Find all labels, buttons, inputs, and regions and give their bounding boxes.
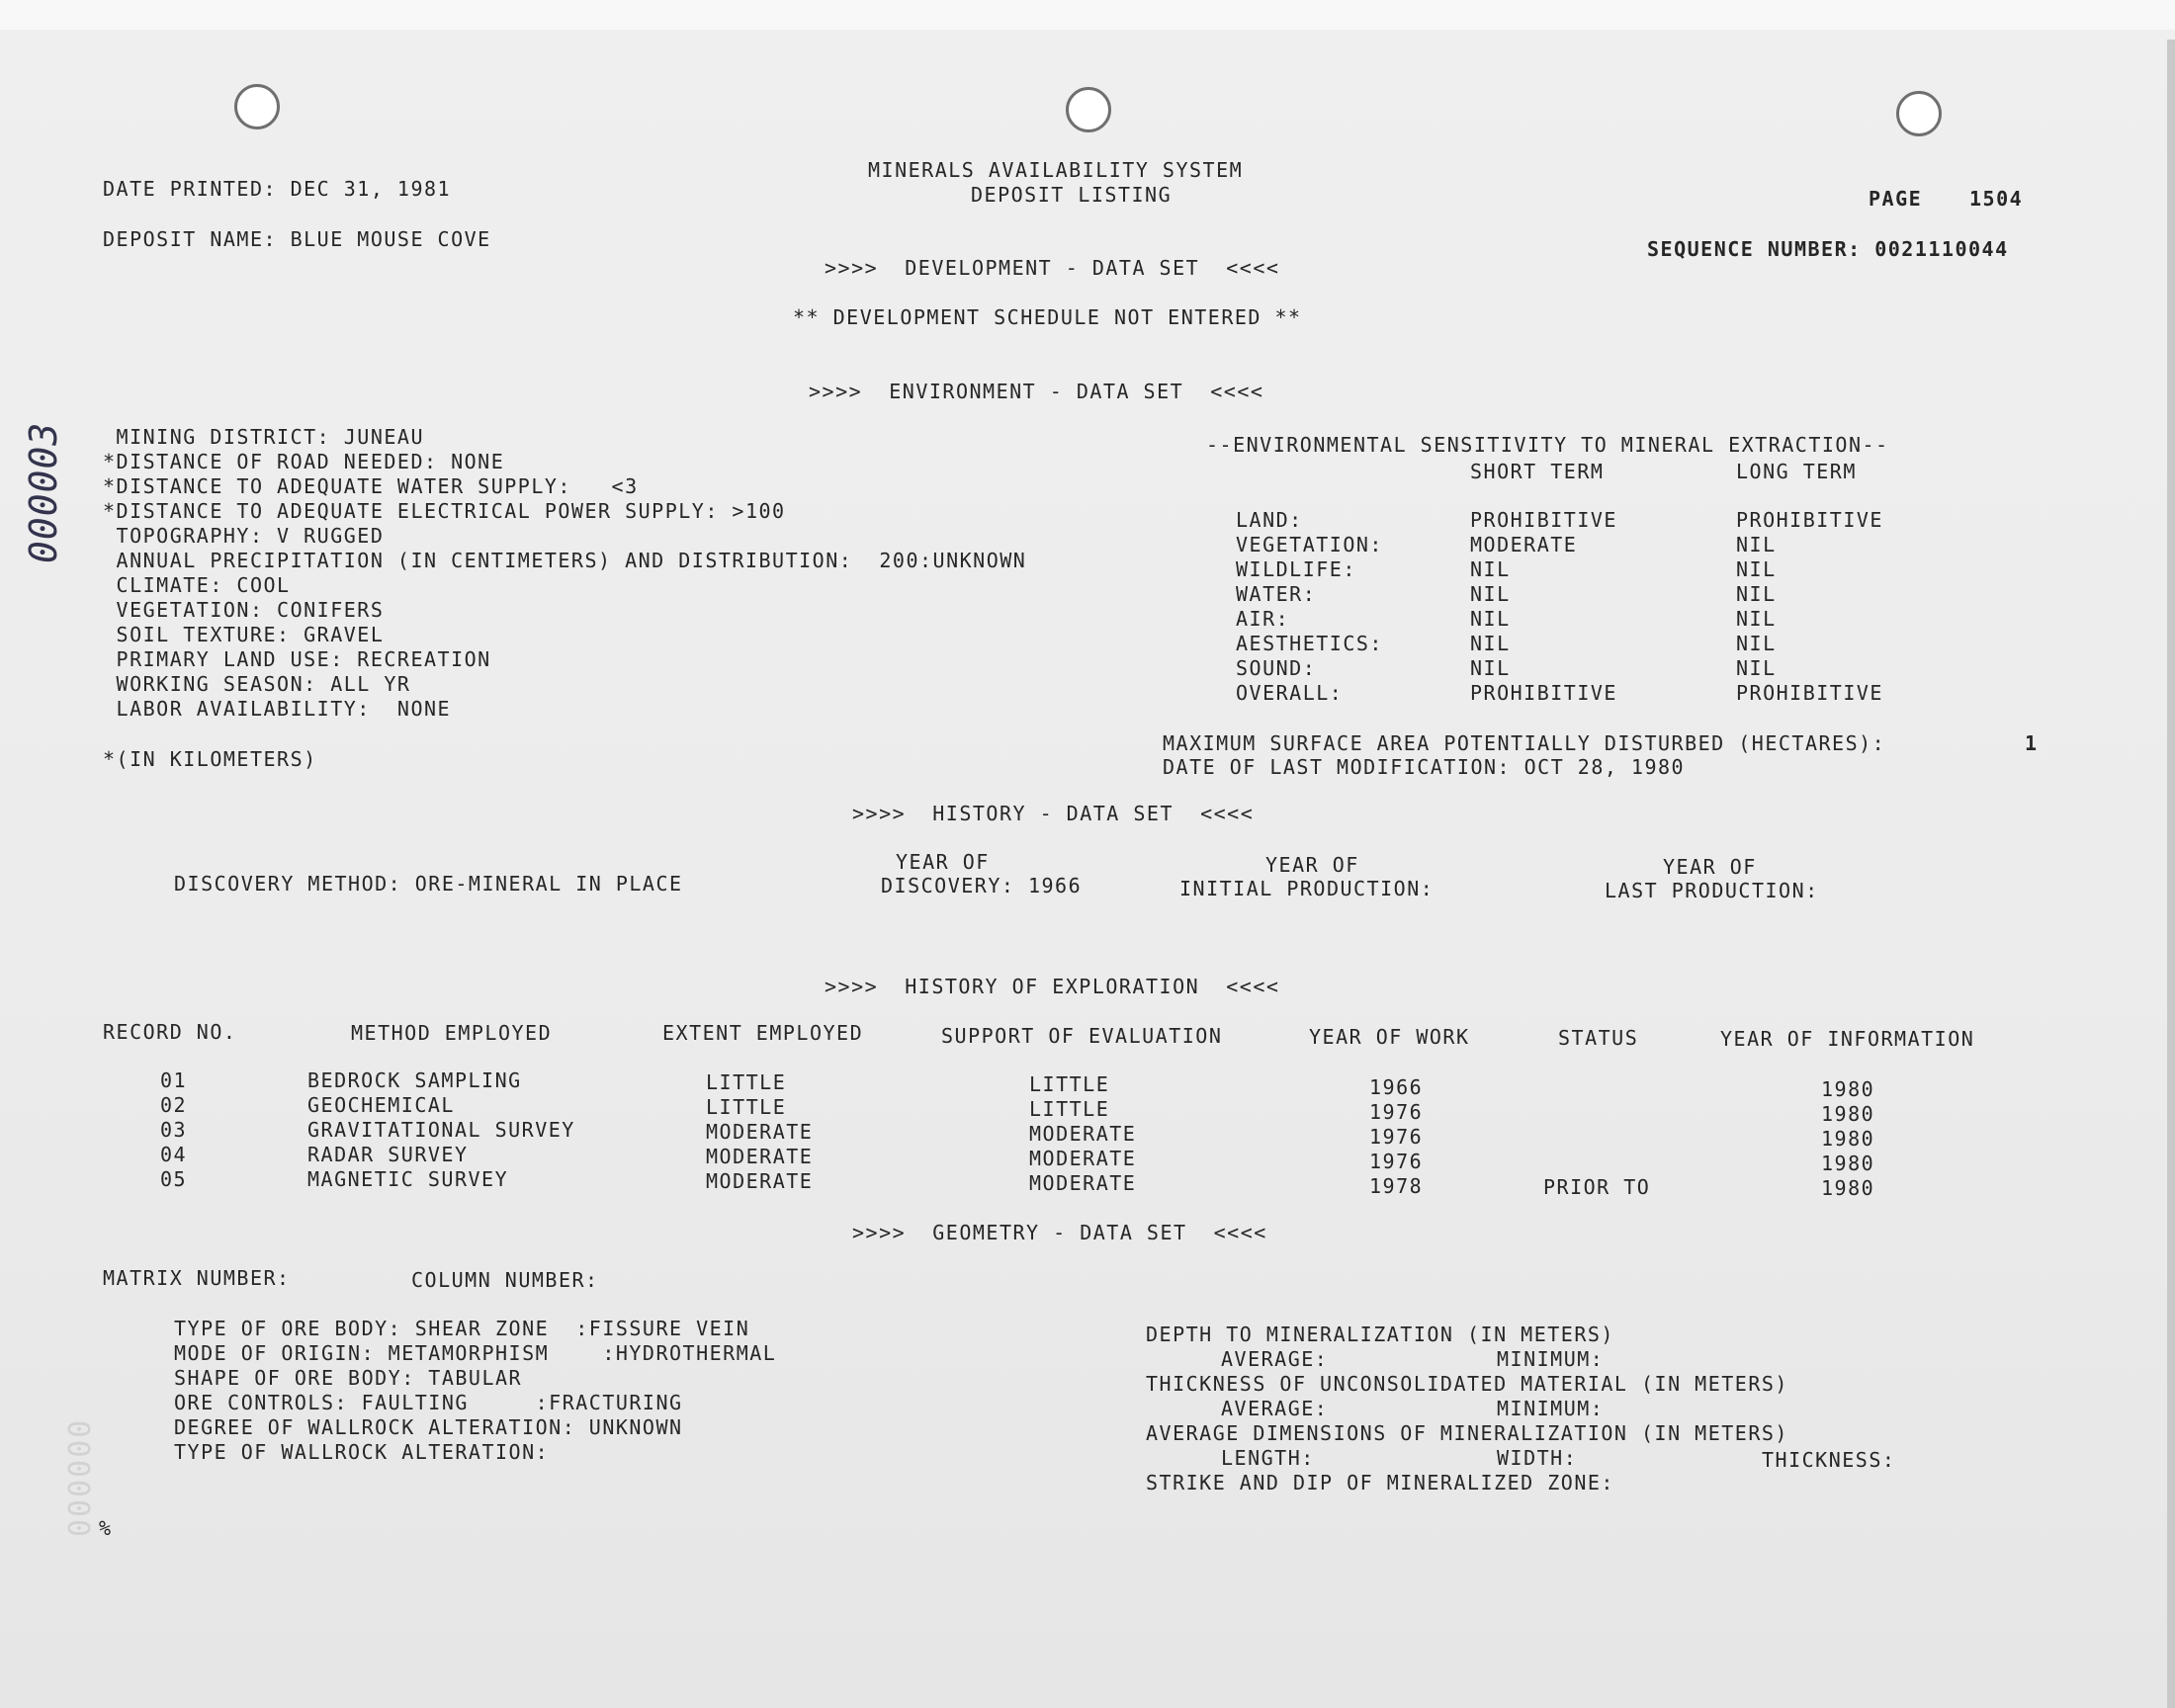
sequence-number: SEQUENCE NUMBER: 0021110044 <box>1647 237 2009 261</box>
sensitivity-short: NIL <box>1470 557 1511 581</box>
year-of-information: 1980 <box>1821 1127 1875 1151</box>
year-of-initial-label: YEAR OF <box>1265 853 1359 877</box>
long-term-header: LONG TERM <box>1736 460 1857 483</box>
listing-title: DEPOSIT LISTING <box>971 183 1173 207</box>
punch-hole-right <box>1896 91 1942 136</box>
env-line: PRIMARY LAND USE: RECREATION <box>103 647 491 671</box>
sensitivity-label: OVERALL: <box>1236 681 1344 705</box>
extent-employed: MODERATE <box>706 1145 814 1168</box>
year-of-work: 1976 <box>1369 1125 1424 1149</box>
matrix-number: MATRIX NUMBER: <box>103 1266 291 1290</box>
faded-stamp-number: 000000 <box>63 1417 98 1537</box>
sensitivity-short: NIL <box>1470 582 1511 606</box>
sensitivity-long: NIL <box>1736 656 1777 680</box>
column-header: METHOD EMPLOYED <box>351 1021 553 1045</box>
discovery-year: DISCOVERY: 1966 <box>881 874 1083 897</box>
last-production: LAST PRODUCTION: <box>1605 879 1819 902</box>
geometry-line: SHAPE OF ORE BODY: TABULAR <box>174 1366 523 1390</box>
development-heading: >>>> DEVELOPMENT - DATA SET <<<< <box>825 256 1280 280</box>
sensitivity-long: NIL <box>1736 632 1777 655</box>
year-of-discovery-label: YEAR OF <box>896 850 990 874</box>
max-surface-value: 1 <box>2025 731 2039 755</box>
extent-employed: MODERATE <box>706 1169 814 1193</box>
support-of-evaluation: MODERATE <box>1029 1122 1137 1146</box>
sensitivity-short: PROHIBITIVE <box>1470 681 1617 705</box>
exploration-status: PRIOR TO <box>1543 1175 1651 1199</box>
strike-dip: STRIKE AND DIP OF MINERALIZED ZONE: <box>1146 1471 1614 1494</box>
page-number: 1504 <box>1969 187 2024 211</box>
last-modification: DATE OF LAST MODIFICATION: OCT 28, 1980 <box>1163 755 1686 779</box>
percent-mark: % <box>99 1516 113 1540</box>
support-of-evaluation: LITTLE <box>1029 1072 1110 1096</box>
method-employed: GRAVITATIONAL SURVEY <box>307 1118 575 1142</box>
year-of-information: 1980 <box>1821 1176 1875 1200</box>
env-line: CLIMATE: COOL <box>103 573 291 597</box>
env-line: SOIL TEXTURE: GRAVEL <box>103 623 385 646</box>
env-line: *DISTANCE OF ROAD NEEDED: NONE <box>103 450 505 473</box>
year-of-information: 1980 <box>1821 1102 1875 1126</box>
column-header: SUPPORT OF EVALUATION <box>941 1024 1223 1048</box>
dimension-thickness: THICKNESS: <box>1762 1448 1896 1472</box>
short-term-header: SHORT TERM <box>1470 460 1605 483</box>
sensitivity-short: NIL <box>1470 632 1511 655</box>
thickness-average: AVERAGE: <box>1221 1397 1329 1420</box>
sensitivity-label: WATER: <box>1236 582 1317 606</box>
environment-heading: >>>> ENVIRONMENT - DATA SET <<<< <box>809 380 1264 403</box>
sensitivity-short: NIL <box>1470 656 1511 680</box>
sensitivity-short: PROHIBITIVE <box>1470 508 1617 532</box>
initial-production: INITIAL PRODUCTION: <box>1179 877 1435 900</box>
column-header: YEAR OF INFORMATION <box>1720 1027 1975 1051</box>
year-of-work: 1966 <box>1369 1075 1424 1099</box>
dimensions-title: AVERAGE DIMENSIONS OF MINERALIZATION (IN METERS) <box>1146 1421 1788 1445</box>
year-of-work: 1976 <box>1369 1100 1424 1124</box>
year-of-work: 1976 <box>1369 1150 1424 1173</box>
date-printed: DATE PRINTED: DEC 31, 1981 <box>103 177 452 201</box>
page-label: PAGE <box>1869 187 1923 211</box>
year-of-last-label: YEAR OF <box>1663 855 1757 879</box>
geometry-line: DEGREE OF WALLROCK ALTERATION: UNKNOWN <box>174 1415 683 1439</box>
env-line: *DISTANCE TO ADEQUATE ELECTRICAL POWER SUPPLY: >100 <box>103 499 786 523</box>
system-title: MINERALS AVAILABILITY SYSTEM <box>868 158 1244 182</box>
sensitivity-long: NIL <box>1736 607 1777 631</box>
sensitivity-long: PROHIBITIVE <box>1736 681 1883 705</box>
geometry-line: MODE OF ORIGIN: METAMORPHISM :HYDROTHERMAL <box>174 1341 777 1365</box>
env-line: VEGETATION: CONIFERS <box>103 598 385 622</box>
sensitivity-label: VEGETATION: <box>1236 533 1383 556</box>
sensitivity-label: LAND: <box>1236 508 1303 532</box>
geometry-line: TYPE OF ORE BODY: SHEAR ZONE :FISSURE VEIN <box>174 1317 750 1340</box>
discovery-method: DISCOVERY METHOD: ORE-MINERAL IN PLACE <box>174 872 683 896</box>
env-line: *DISTANCE TO ADEQUATE WATER SUPPLY: <3 <box>103 474 639 498</box>
geometry-line: TYPE OF WALLROCK ALTERATION: <box>174 1440 550 1464</box>
env-line: MINING DISTRICT: JUNEAU <box>103 425 424 449</box>
env-line: WORKING SEASON: ALL YR <box>103 672 411 696</box>
support-of-evaluation: MODERATE <box>1029 1147 1137 1170</box>
support-of-evaluation: LITTLE <box>1029 1097 1110 1121</box>
env-line: LABOR AVAILABILITY: NONE <box>103 697 452 721</box>
sensitivity-long: NIL <box>1736 533 1777 556</box>
dimension-length: LENGTH: <box>1221 1446 1315 1470</box>
extent-employed: LITTLE <box>706 1095 787 1119</box>
sensitivity-long: NIL <box>1736 582 1777 606</box>
env-line: TOPOGRAPHY: V RUGGED <box>103 524 385 548</box>
method-employed: GEOCHEMICAL <box>307 1093 455 1117</box>
column-header: YEAR OF WORK <box>1309 1025 1470 1049</box>
sensitivity-label: WILDLIFE: <box>1236 557 1356 581</box>
geometry-heading: >>>> GEOMETRY - DATA SET <<<< <box>852 1221 1267 1244</box>
method-employed: BEDROCK SAMPLING <box>307 1068 522 1092</box>
record-number: 01 <box>160 1068 188 1092</box>
env-line: ANNUAL PRECIPITATION (IN CENTIMETERS) AND DISTRIBUTION: 200:UNKNOWN <box>103 549 1027 572</box>
deposit-name: DEPOSIT NAME: BLUE MOUSE COVE <box>103 227 491 251</box>
depth-title: DEPTH TO MINERALIZATION (IN METERS) <box>1146 1323 1614 1346</box>
exploration-heading: >>>> HISTORY OF EXPLORATION <<<< <box>825 975 1280 998</box>
dimension-width: WIDTH: <box>1497 1446 1578 1470</box>
max-surface-label: MAXIMUM SURFACE AREA POTENTIALLY DISTURBED (HECTARES): <box>1163 731 1886 755</box>
column-header: STATUS <box>1558 1026 1639 1050</box>
record-number: 02 <box>160 1093 188 1117</box>
column-number: COLUMN NUMBER: <box>411 1268 599 1292</box>
depth-minimum: MINIMUM: <box>1497 1347 1605 1371</box>
sensitivity-label: AIR: <box>1236 607 1290 631</box>
extent-employed: MODERATE <box>706 1120 814 1144</box>
sensitivity-short: NIL <box>1470 607 1511 631</box>
geometry-line: ORE CONTROLS: FAULTING :FRACTURING <box>174 1391 683 1414</box>
page-edge-shadow <box>2167 40 2175 1708</box>
support-of-evaluation: MODERATE <box>1029 1171 1137 1195</box>
column-header: RECORD NO. <box>103 1020 237 1044</box>
year-of-information: 1980 <box>1821 1152 1875 1175</box>
development-note: ** DEVELOPMENT SCHEDULE NOT ENTERED ** <box>793 305 1302 329</box>
punch-hole-left <box>234 84 280 129</box>
method-employed: MAGNETIC SURVEY <box>307 1167 509 1191</box>
thickness-minimum: MINIMUM: <box>1497 1397 1605 1420</box>
sensitivity-short: MODERATE <box>1470 533 1578 556</box>
method-employed: RADAR SURVEY <box>307 1143 469 1166</box>
sensitivity-long: PROHIBITIVE <box>1736 508 1883 532</box>
year-of-work: 1978 <box>1369 1174 1424 1198</box>
thickness-title: THICKNESS OF UNCONSOLIDATED MATERIAL (IN METERS) <box>1146 1372 1788 1396</box>
env-footnote: *(IN KILOMETERS) <box>103 747 317 771</box>
sensitivity-long: NIL <box>1736 557 1777 581</box>
column-header: EXTENT EMPLOYED <box>662 1021 864 1045</box>
sensitivity-label: SOUND: <box>1236 656 1317 680</box>
record-number: 05 <box>160 1167 188 1191</box>
record-number: 04 <box>160 1143 188 1166</box>
page-stamp-number: 000003 <box>22 421 65 563</box>
year-of-information: 1980 <box>1821 1077 1875 1101</box>
sensitivity-title: --ENVIRONMENTAL SENSITIVITY TO MINERAL EXTRACTION-- <box>1206 433 1889 457</box>
extent-employed: LITTLE <box>706 1070 787 1094</box>
depth-average: AVERAGE: <box>1221 1347 1329 1371</box>
record-number: 03 <box>160 1118 188 1142</box>
punch-hole-center <box>1066 87 1111 132</box>
sensitivity-label: AESTHETICS: <box>1236 632 1383 655</box>
history-heading: >>>> HISTORY - DATA SET <<<< <box>852 802 1255 825</box>
